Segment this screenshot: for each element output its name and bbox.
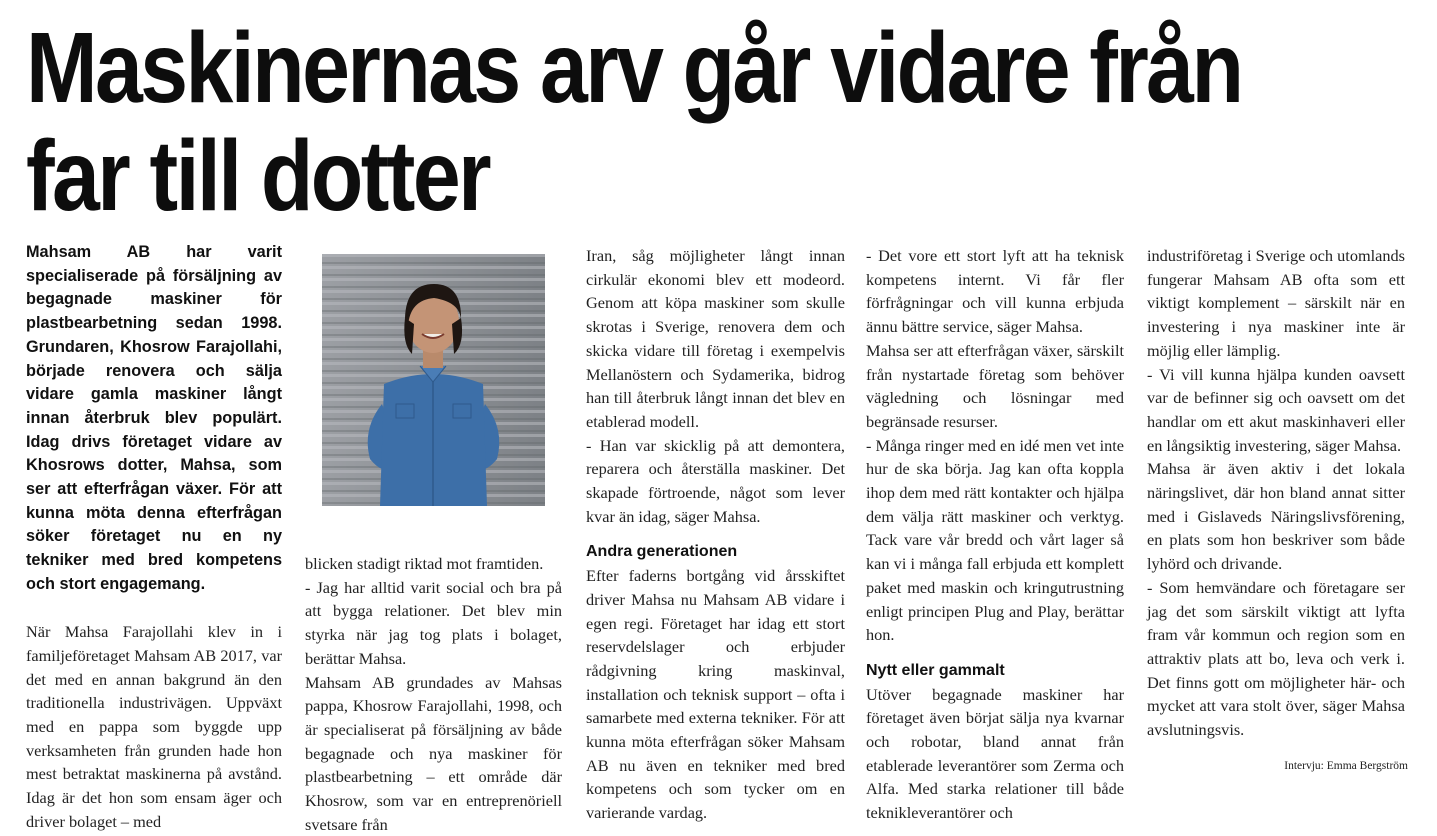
body-paragraph: Mahsa är även aktiv i det lokala näringslivet, där hon bland annat sitter med i Gislaveds Näringslivsförening, en plats som hon beskriver som både lyhörd och drivande.: [1147, 459, 1405, 574]
article-lead: Mahsam AB har varit specialiserade på försäljning av begagnade maskiner för plastbearbetning sedan 1998. Grundaren, Khosrow Farajollahi, började renovera och sälja vidare gamla maskiner långt innan återbruk blev populärt. Idag drivs företaget vidare av Khosrows dotter, Mahsa, som ser att efterfrågan växer. För att kunna möta denna efterfrågan söker företaget nu en ny tekniker med bred kompetens och stort engagemang.: [26, 243, 282, 593]
subheading: Nytt eller gammalt: [866, 661, 1005, 679]
body-paragraph: När Mahsa Farajollahi klev in i familjeföretaget Mahsam AB 2017, var det med en annan bakgrund än den traditionella industrivägen. Uppväxt med en pappa som byggde upp verksamheten från grunden hade hon mest betraktat maskinerna på avstånd. Idag är det hon som ensam äger och driver bolaget – med: [26, 622, 282, 831]
body-paragraph: - Han var skicklig på att demontera, reparera och återställa maskiner. Det skapade förtroende, något som lever kvar än idag, säger Mahsa.: [586, 435, 845, 526]
body-paragraph: Utöver begagnade maskiner har företaget även börjat sälja nya kvarnar och robotar, bland annat från etablerade leverantörer som Zerma och Alfa. Med starka relationer till både teknikleverantörer och: [866, 684, 1124, 823]
headline-line-1: Maskinernas arv går vidare från: [26, 12, 1242, 124]
body-paragraph: - Många ringer med en idé men vet inte hur de ska börja. Jag kan ofta koppla ihop dem med rätt kontakter och hjälpa dem välja rätt maskiner och verktyg. Tack vare vår bredd och vårt lager så kan vi i många fall erbjuda ett komplett paket med maskin och kringutrustning enligt principen Plug and Play, berättar hon.: [866, 435, 1124, 645]
headline-line-2: far till dotter: [26, 120, 489, 232]
body-paragraph: industriföretag i Sverige och utomlands fungerar Mahsam AB ofta som ett viktigt komplement – särskilt när en investering i nya maskiner inte är möjlig eller lämplig.: [1147, 246, 1405, 360]
subheading: Andra generationen: [586, 543, 738, 561]
article-headline: [26, 12, 1242, 232]
body-paragraph: - Som hemvändare och företagare ser jag det som särskilt viktigt att lyfta fram vår kommun och region som en attraktiv plats att bo, leva och verk i. Det finns gott om möjligheter här- och mycket att vara stolt över, säger Mahsa avslutningsvis.: [1147, 577, 1405, 740]
body-paragraph: - Jag har alltid varit social och bra på att bygga relationer. Det blev min styrka när jag tog plats i bolaget, berättar Mahsa.: [305, 577, 562, 668]
column-3: [586, 244, 845, 825]
column-1: [26, 241, 282, 834]
column-2: [305, 552, 562, 836]
body-paragraph: - Det vore ett stort lyft att ha teknisk kompetens internt. Vi får fler förfrågningar och vill kunna erbjuda ännu bättre service, säger Mahsa.: [866, 246, 1124, 337]
portrait-image: [322, 254, 545, 506]
body-paragraph: Iran, såg möjligheter långt innan cirkulär ekonomi blev ett modeord. Genom att köpa maskiner som skulle skrotas i Sverige, renovera dem och skicka vidare till företag i exempelvis Mellanöstern och Sydamerika, bidrog han till återbruk långt innan det blev en etablerad modell.: [586, 246, 845, 431]
body-paragraph: blicken stadigt riktad mot framtiden.: [305, 554, 544, 573]
body-paragraph: Efter faderns bortgång vid årsskiftet driver Mahsa nu Mahsam AB vidare i egen regi. Företaget har idag ett stort reservdelslager och erbjuder rådgivning kring maskinval, installation och teknisk support – ofta i samarbete med externa tekniker. För att kunna möta efterfrågan söker Mahsam AB nu även en tekniker med bred kompetens och som tycker om en varierande vardag.: [586, 566, 845, 823]
body-paragraph: Mahsa ser att efterfrågan växer, särskilt från nystartade företag som behöver vägledning och lösningar med begränsade resurser.: [866, 340, 1124, 431]
column-4: [866, 244, 1124, 825]
column-5: [1147, 244, 1405, 742]
body-paragraph: Mahsam AB grundades av Mahsas pappa, Khosrow Farajollahi, 1998, och är specialiserat på försäljning av både begagnade och nya maskiner för plastbearbetning – ett område där Khosrow, som var en entreprenöriell svetsare från: [305, 672, 562, 834]
portrait-photo: [322, 254, 545, 506]
interview-credit: Intervju: Emma Bergström: [1284, 760, 1408, 772]
body-paragraph: - Vi vill kunna hjälpa kunden oavsett var de befinner sig och oavsett om det handlar om ett akut maskinhaveri eller en långsiktig investering, säger Mahsa.: [1147, 364, 1405, 455]
